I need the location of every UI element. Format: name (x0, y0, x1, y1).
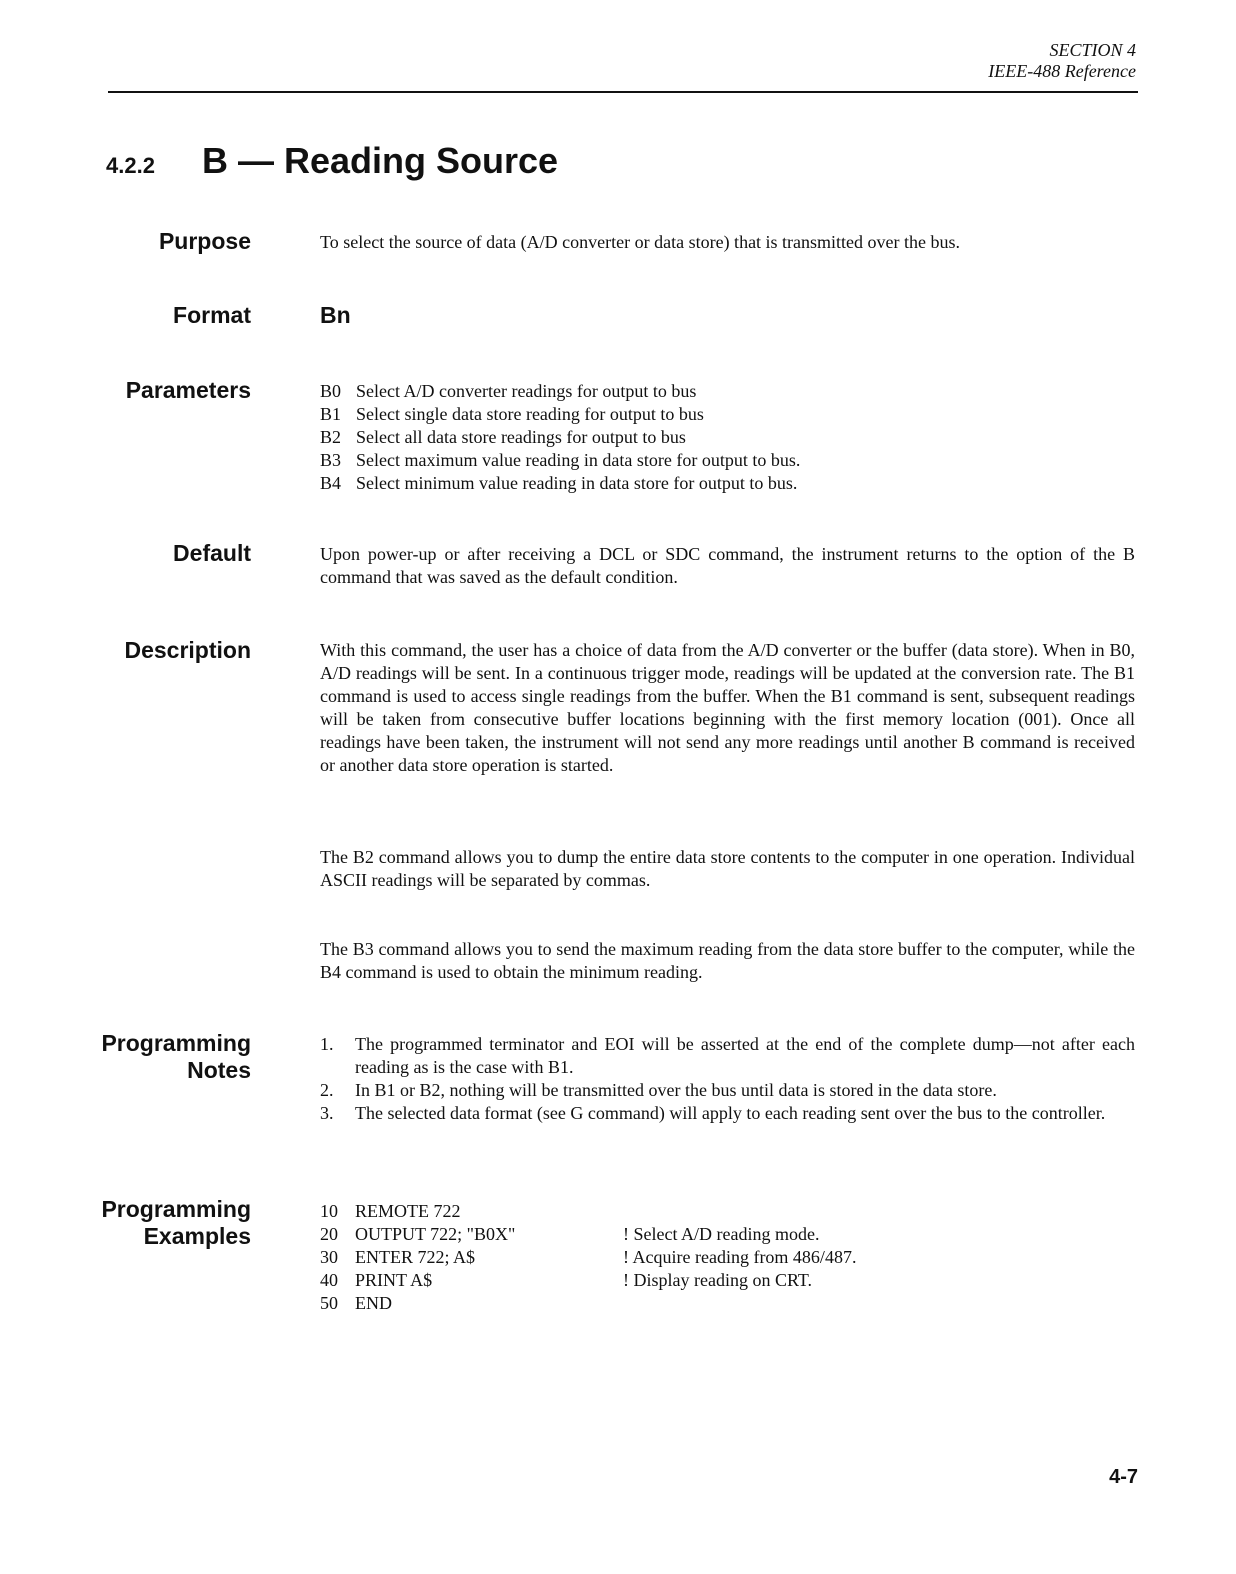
note-text: The programmed terminator and EOI will be asserted at the end of the complete dump—not after each reading as is the case with B1. (355, 1034, 1135, 1077)
note-item (320, 1079, 1135, 1102)
programming-notes-list (320, 1033, 1135, 1125)
default-label: Default (173, 540, 251, 566)
purpose-label: Purpose (158, 228, 251, 254)
code-statement: OUTPUT 722; "B0X" (355, 1224, 516, 1244)
code-listing (320, 1200, 1135, 1315)
format-text: Bn (320, 302, 351, 328)
parameter-code: B4 (320, 473, 342, 493)
code-line (320, 1269, 1135, 1292)
page-number: 4-7 (1109, 1466, 1138, 1488)
code-line (320, 1200, 1135, 1223)
parameters-list (320, 380, 1135, 495)
code-line-number: 20 (320, 1224, 338, 1244)
code-line-number: 40 (320, 1270, 338, 1290)
parameter-item (320, 472, 1135, 495)
code-line-number: 30 (320, 1247, 338, 1267)
note-number: 1. (320, 1034, 334, 1054)
header-subtitle: IEEE-488 Reference (988, 61, 1136, 81)
code-line-number: 50 (320, 1293, 338, 1313)
note-item (320, 1033, 1135, 1079)
code-comment: ! Select A/D reading mode. (623, 1224, 820, 1244)
parameter-text: Select minimum value reading in data store for output to bus. (356, 473, 798, 493)
code-comment (623, 1200, 1135, 1223)
parameter-text: Select all data store readings for output to bus (356, 427, 686, 447)
format-label: Format (173, 302, 251, 328)
note-number: 2. (320, 1080, 334, 1100)
code-statement: REMOTE 722 (355, 1201, 461, 1221)
description-paragraph: The B2 command allows you to dump the entire data store contents to the computer in one operation. Individual ASCII readings will be separated by commas. (320, 847, 1135, 890)
code-line (320, 1246, 1135, 1269)
section-title (106, 140, 558, 182)
running-header (988, 40, 1136, 82)
note-text: In B1 or B2, nothing will be transmitted over the bus until data is stored in the data store. (355, 1080, 997, 1100)
note-item (320, 1102, 1135, 1125)
code-statement: PRINT A$ (355, 1270, 433, 1290)
programming-notes-label-line1: Programming (101, 1030, 251, 1056)
parameter-code: B1 (320, 404, 342, 424)
purpose-text: To select the source of data (A/D converter or data store) that is transmitted over the bus. (320, 232, 961, 252)
programming-notes-label-line2: Notes (187, 1057, 251, 1083)
code-line (320, 1223, 1135, 1246)
parameter-code: B2 (320, 427, 342, 447)
parameter-text: Select single data store reading for output to bus (356, 404, 704, 424)
parameter-item (320, 426, 1135, 449)
programming-examples-label-line2: Examples (143, 1223, 251, 1249)
parameter-text: Select maximum value reading in data store for output to bus. (356, 450, 801, 470)
description-paragraph: With this command, the user has a choice of data from the A/D converter or the buffer (data store). When in B0, A/D readings will be sent. In a continuous trigger mode, readings will be updated at the conversion rate. The B1 command is used to access single readings from the buffer. When the B1 command is sent, subsequent readings will be taken from consecutive buffer locations beginning with the first memory location (001). Once all readings have been taken, the instrument will not send any more readings until another B command is received or another data store operation is started. (320, 640, 1135, 775)
programming-notes-label (101, 1030, 251, 1084)
code-comment (623, 1292, 1135, 1315)
parameter-item (320, 380, 1135, 403)
section-number: 4.2.2 (106, 153, 155, 178)
parameter-code: B0 (320, 381, 342, 401)
code-line-number: 10 (320, 1201, 338, 1221)
parameter-code: B3 (320, 450, 342, 470)
parameter-item (320, 449, 1135, 472)
code-line (320, 1292, 1135, 1315)
code-statement: ENTER 722; A$ (355, 1247, 475, 1267)
parameter-item (320, 403, 1135, 426)
description-label: Description (124, 637, 251, 663)
programming-examples-label (101, 1196, 251, 1250)
note-number: 3. (320, 1103, 334, 1123)
code-statement: END (355, 1293, 392, 1313)
code-comment: ! Display reading on CRT. (623, 1270, 813, 1290)
parameter-text: Select A/D converter readings for output to bus (356, 381, 697, 401)
default-text: Upon power-up or after receiving a DCL or SDC command, the instrument returns to the option of the B command that was saved as the default condition. (320, 544, 1135, 587)
code-comment: ! Acquire reading from 486/487. (623, 1247, 857, 1267)
section-name: B — Reading Source (202, 140, 559, 181)
header-rule (108, 91, 1138, 93)
note-text: The selected data format (see G command) will apply to each reading sent over the bus to the controller. (355, 1103, 1106, 1123)
parameters-label: Parameters (125, 377, 251, 403)
programming-examples-label-line1: Programming (101, 1196, 251, 1222)
header-section: SECTION 4 (1049, 40, 1136, 60)
description-paragraph: The B3 command allows you to send the maximum reading from the data store buffer to the computer, while the B4 command is used to obtain the minimum reading. (320, 939, 1135, 982)
